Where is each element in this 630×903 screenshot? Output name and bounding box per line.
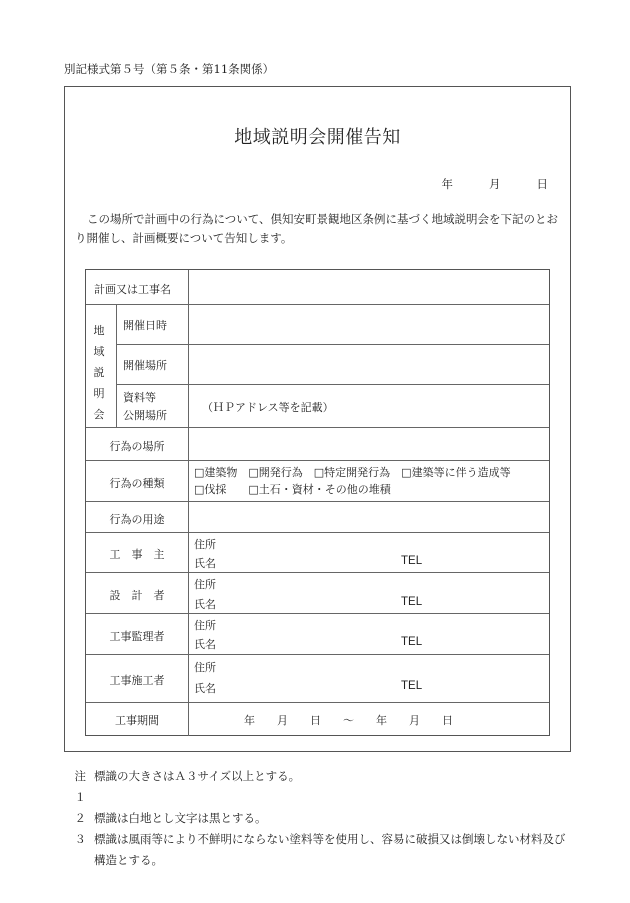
meeting-vertical-label: 地 域 説 明 会 bbox=[93, 324, 105, 421]
notes-section bbox=[64, 766, 574, 871]
site-label: 行為の場所 bbox=[109, 440, 165, 453]
site-field[interactable] bbox=[189, 428, 549, 460]
date-year: 年 bbox=[441, 177, 453, 191]
use-field[interactable] bbox=[189, 502, 549, 532]
type-options-row2[interactable]: □伐採 □土石・資材・その他の堆積 bbox=[194, 483, 391, 496]
project-name-label: 計画又は工事名 bbox=[94, 283, 171, 296]
materials-value: （ＨＰアドレス等を記載） bbox=[202, 401, 334, 414]
venue-field[interactable] bbox=[189, 345, 549, 384]
materials-label-1: 資料等 bbox=[123, 391, 156, 404]
date-month: 月 bbox=[489, 177, 501, 191]
contractor-name-label: 氏名 bbox=[194, 682, 216, 695]
designer-name-label: 氏名 bbox=[194, 598, 216, 611]
supervisor-address-label: 住所 bbox=[194, 619, 216, 632]
page-title: 地域説明会開催告知 bbox=[234, 127, 401, 148]
designer-tel-label: TEL bbox=[401, 596, 423, 608]
supervisor-name-label: 氏名 bbox=[194, 638, 216, 651]
venue-label: 開催場所 bbox=[123, 359, 167, 372]
intro-paragraph: この場所で計画中の行為について、倶知安町景観地区条例に基づく地域説明会を下記のとおり開催し、計画概要について告知します。 bbox=[75, 212, 559, 245]
owner-name-label: 氏名 bbox=[194, 557, 216, 570]
datetime-label: 開催日時 bbox=[123, 319, 167, 332]
date-line bbox=[442, 176, 549, 192]
owner-address-label: 住所 bbox=[194, 538, 216, 551]
type-options-row1[interactable]: □建築物 □開発行為 □特定開発行為 □建築等に伴う造成等 bbox=[194, 466, 511, 479]
materials-label-2: 公開場所 bbox=[123, 409, 167, 422]
project-name-field[interactable] bbox=[189, 270, 549, 304]
notice-frame bbox=[64, 86, 571, 752]
contractor-label: 工事施工者 bbox=[109, 674, 165, 687]
contractor-address-label: 住所 bbox=[194, 661, 216, 674]
use-label: 行為の用途 bbox=[109, 513, 165, 526]
date-day: 日 bbox=[536, 177, 548, 191]
designer-label: 設 計 者 bbox=[109, 589, 165, 602]
period-label: 工事期間 bbox=[115, 714, 159, 727]
supervisor-label: 工事監理者 bbox=[109, 630, 165, 643]
form-reference: 別記様式第５号（第５条・第11条関係） bbox=[64, 62, 275, 76]
owner-label: 工 事 主 bbox=[109, 548, 165, 561]
owner-tel-label: TEL bbox=[401, 555, 423, 567]
contractor-tel-label: TEL bbox=[401, 680, 423, 692]
period-value[interactable]: 年 月 日 ～ 年 月 日 bbox=[244, 714, 453, 727]
type-label: 行為の種類 bbox=[109, 477, 165, 490]
note-item: ３ 標識は風雨等により不鮮明にならない塗料等を使用し、容易に破損又は倒壊しない材料及び構造とする。 bbox=[74, 832, 566, 867]
datetime-field[interactable] bbox=[189, 305, 549, 344]
notice-table bbox=[85, 269, 550, 736]
supervisor-tel-label: TEL bbox=[401, 636, 423, 648]
designer-address-label: 住所 bbox=[194, 578, 216, 591]
note-item: 注１ 標識の大きさはＡ３サイズ以上とする。 bbox=[74, 769, 301, 804]
note-item: ２ 標識は白地とし文字は黒とする。 bbox=[74, 811, 267, 825]
